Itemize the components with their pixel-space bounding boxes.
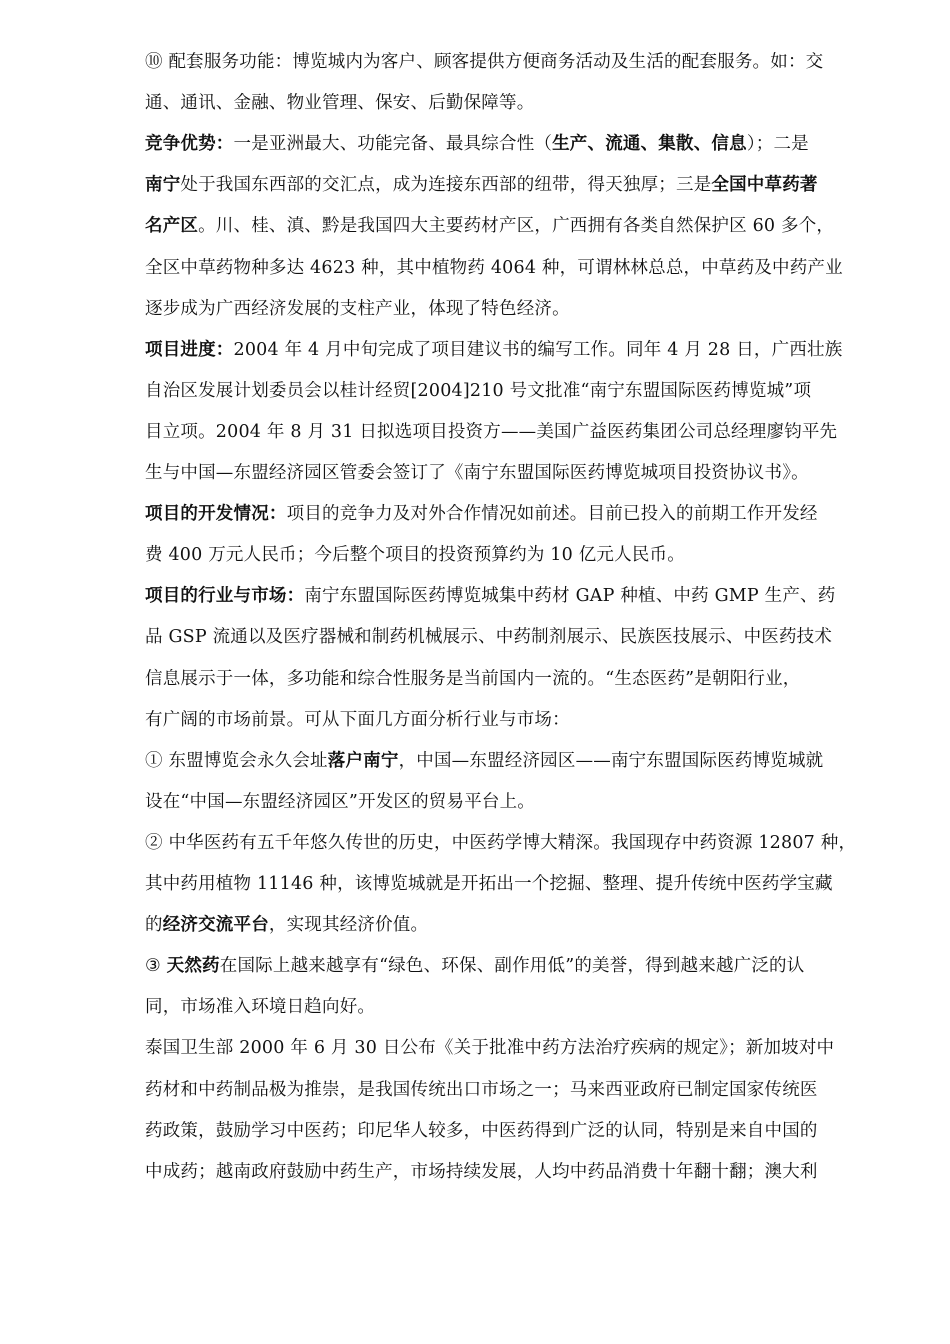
text-run: 品 GSP 流通以及医疗器械和制药机械展示、中药制剂展示、民族医技展示、中医药技术 xyxy=(145,627,833,647)
text-line xyxy=(145,749,823,773)
text-line xyxy=(145,297,570,321)
text-line xyxy=(145,1119,818,1143)
text-line xyxy=(145,50,823,74)
text-run: ① 东盟博览会永久会址 xyxy=(145,751,328,771)
text-line xyxy=(145,420,837,444)
text-run: 生与中国—东盟经济园区管委会签订了《南宁东盟国际医药博览城项目投资协议书》。 xyxy=(145,463,809,483)
text-line xyxy=(145,584,835,608)
text-run: 在国际上越来越享有“绿色、环保、副作用低”的美誉，得到越来越广泛的认 xyxy=(219,956,805,976)
text-run: 其中药用植物 11146 种，该博览城就是开拓出一个挖掘、整理、提升传统中医药学宝藏 xyxy=(145,874,833,894)
bold-text: 名产区 xyxy=(145,216,199,236)
text-line xyxy=(145,91,534,115)
text-line xyxy=(145,913,428,937)
bold-text: 生产、流通、集散、信息 xyxy=(552,134,747,154)
text-line xyxy=(145,1036,834,1060)
text-run: 全区中草药物种多达 4623 种，其中植物药 4064 种，可谓林林总总，中草药及中药产业 xyxy=(145,258,843,278)
text-run: 2004 年 4 月中旬完成了项目建议书的编写工作。同年 4 月 28 日，广西壮族 xyxy=(233,340,843,360)
bold-text: 天然药 xyxy=(166,956,220,976)
text-run: 信息展示于一体，多功能和综合性服务是当前国内一流的。“生态医药”是朝阳行业， xyxy=(145,669,801,689)
text-line xyxy=(145,543,685,567)
text-line xyxy=(145,461,809,485)
text-line xyxy=(145,790,535,814)
text-line xyxy=(145,995,375,1019)
text-run: 设在“中国—东盟经济园区”开发区的贸易平台上。 xyxy=(145,792,535,812)
text-line xyxy=(145,708,570,732)
bold-text: 项目的行业与市场： xyxy=(145,586,305,606)
text-run: 逐步成为广西经济发展的支柱产业，体现了特色经济。 xyxy=(145,299,570,319)
text-run: 费 400 万元人民币；今后整个项目的投资预算约为 10 亿元人民币。 xyxy=(145,545,685,565)
text-run: 自治区发展计划委员会以桂计经贸[2004]210 号文批准“南宁东盟国际医药博览城”项 xyxy=(145,381,812,401)
text-run: 的 xyxy=(145,915,163,935)
text-line xyxy=(145,667,801,691)
bold-text: 项目进度： xyxy=(145,340,234,360)
bold-text: 全国中草药著 xyxy=(711,175,818,195)
bold-text: 南宁 xyxy=(145,175,181,195)
text-line xyxy=(145,954,804,978)
text-line xyxy=(145,1078,818,1102)
text-run: ）；二是 xyxy=(746,134,809,154)
text-run: 药材和中药制品极为推崇，是我国传统出口市场之一；马来西亚政府已制定国家传统医 xyxy=(145,1080,818,1100)
text-line xyxy=(145,214,834,238)
text-run: ⑩ 配套服务功能：博览城内为客户、顾客提供方便商务活动及生活的配套服务。如：交 xyxy=(145,52,824,72)
text-line xyxy=(145,625,832,649)
text-run: ③ xyxy=(145,956,167,976)
text-line xyxy=(145,132,809,156)
text-line xyxy=(145,502,818,526)
text-run: 泰国卫生部 2000 年 6 月 30 日公布《关于批准中药方法治疗疾病的规定》；新加坡对中 xyxy=(145,1038,835,1058)
text-run: 处于我国东西部的交汇点，成为连接东西部的纽带，得天独厚；三是 xyxy=(180,175,712,195)
text-run: 。川、桂、滇、黔是我国四大主要药材产区，广西拥有各类自然保护区 60 多个， xyxy=(198,216,835,236)
bold-text: 项目的开发情况： xyxy=(145,504,287,524)
text-run: ② 中华医药有五千年悠久传世的历史，中医药学博大精深。我国现存中药资源 12807 种， xyxy=(145,833,857,853)
text-line xyxy=(145,1160,818,1184)
text-run: ，中国—东盟经济园区——南宁东盟国际医药博览城就 xyxy=(398,751,824,771)
text-run: 药政策，鼓励学习中医药；印尼华人较多，中医药得到广泛的认同，特别是来自中国的 xyxy=(145,1121,818,1141)
text-run: ，实现其经济价值。 xyxy=(268,915,429,935)
text-line xyxy=(145,256,843,280)
text-line xyxy=(145,831,856,855)
text-run: 一是亚洲最大、功能完备、最具综合性（ xyxy=(233,134,553,154)
bold-text: 经济交流平台 xyxy=(162,915,269,935)
text-line xyxy=(145,379,811,403)
text-run: 有广阔的市场前景。可从下面几方面分析行业与市场： xyxy=(145,710,570,730)
text-run: 同，市场准入环境日趋向好。 xyxy=(145,997,376,1017)
bold-text: 落户南宁 xyxy=(327,751,399,771)
text-run: 通、通讯、金融、物业管理、保安、后勤保障等。 xyxy=(145,93,535,113)
bold-text: 竞争优势： xyxy=(145,134,234,154)
text-run: 南宁东盟国际医药博览城集中药材 GAP 种植、中药 GMP 生产、药 xyxy=(304,586,836,606)
text-line xyxy=(145,173,818,197)
text-line xyxy=(145,872,833,896)
text-run: 目立项。2004 年 8 月 31 日拟选项目投资方——美国广益医药集团公司总经理廖钧平先 xyxy=(145,422,838,442)
text-run: 中成药；越南政府鼓励中药生产，市场持续发展，人均中药品消费十年翻十翻；澳大利 xyxy=(145,1162,818,1182)
text-line xyxy=(145,338,842,362)
text-run: 项目的竞争力及对外合作情况如前述。目前已投入的前期工作开发经 xyxy=(286,504,818,524)
